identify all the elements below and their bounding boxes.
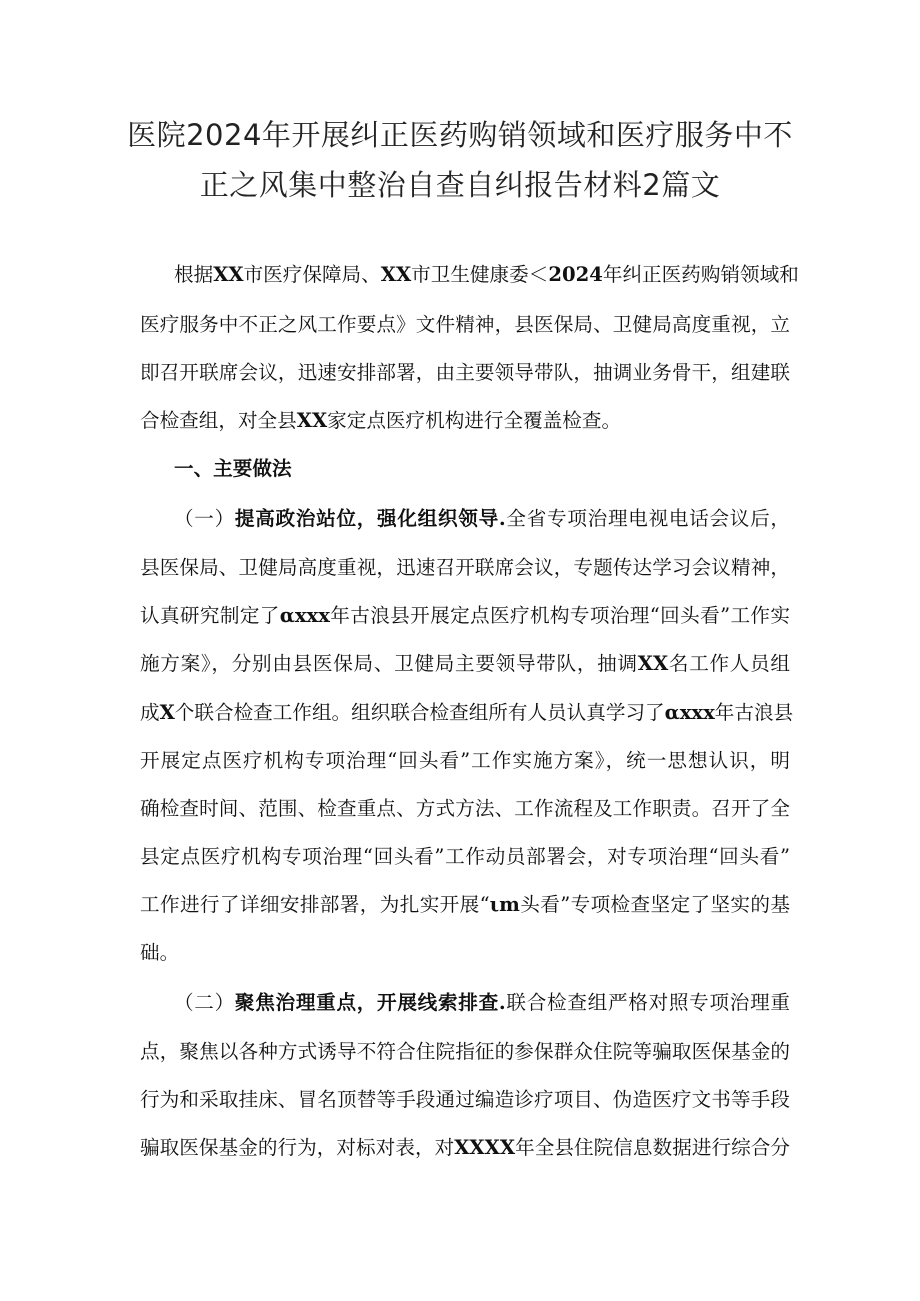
intro-line-3: 即召开联席会议，迅速安排部署，由主要领导带队，抽调业务骨干，组建联 <box>140 361 790 384</box>
section1-line-10: 础。 <box>140 941 180 964</box>
section1-line-1: （一）提高政治站位，强化组织领导.全省专项治理电视电话会议后， <box>174 507 790 530</box>
section1-line-6: 开展定点医疗机构专项治理“回头看”工作实施方案》，统一思想认识，明 <box>140 749 790 772</box>
document-title-line-1: 医院2024年开展纠正医药购销领域和医疗服务中不 <box>127 118 793 152</box>
intro-line-4: 合检查组，对全县XX家定点医疗机构进行全覆盖检查。 <box>140 409 622 432</box>
section2-line-4: 骗取医保基金的行为，对标对表，对XXXX年全县住院信息数据进行综合分 <box>140 1136 791 1159</box>
section1-line-8: 县定点医疗机构专项治理“回头看”工作动员部署会，对专项治理“回头看” <box>140 845 790 868</box>
section1-line-9: 工作进行了详细安排部署，为扎实开展“ιm头看”专项检查坚定了坚实的基 <box>140 893 790 916</box>
section2-line-1: （二）聚焦治理重点，开展线索排查.联合检查组严格对照专项治理重 <box>174 991 790 1014</box>
section1-line-5: 成X个联合检查工作组。组织联合检查组所有人员认真学习了αxxx年古浪县 <box>140 701 794 724</box>
section-heading-main-practices: 一、主要做法 <box>174 457 292 480</box>
section1-line-4: 施方案》，分别由县医保局、卫健局主要领导带队，抽调XX名工作人员组 <box>140 652 791 675</box>
intro-line-1: 根据XX市医疗保障局、XX市卫生健康委＜2024年纠正医药购销领域和 <box>174 263 799 286</box>
section2-line-3: 行为和采取挂床、冒名顶替等手段通过编造诊疗项目、伪造医疗文书等手段 <box>140 1088 790 1111</box>
section1-line-2: 县医保局、卫健局高度重视，迅速召开联席会议，专题传达学习会议精神， <box>140 556 790 579</box>
section1-line-7: 确检查时间、范围、检查重点、方式方法、工作流程及工作职责。召开了全 <box>140 797 790 820</box>
intro-line-2: 医疗服务中不正之风工作要点》文件精神，县医保局、卫健局高度重视，立 <box>140 313 790 336</box>
document-title-line-2: 正之风集中整治自查自纠报告材料2篇文 <box>199 168 721 202</box>
section2-line-2: 点，聚焦以各种方式诱导不符合住院指征的参保群众住院等骗取医保基金的 <box>140 1040 790 1063</box>
section1-line-3: 认真研究制定了αxxx年古浪县开展定点医疗机构专项治理“回头看”工作实 <box>140 604 790 627</box>
